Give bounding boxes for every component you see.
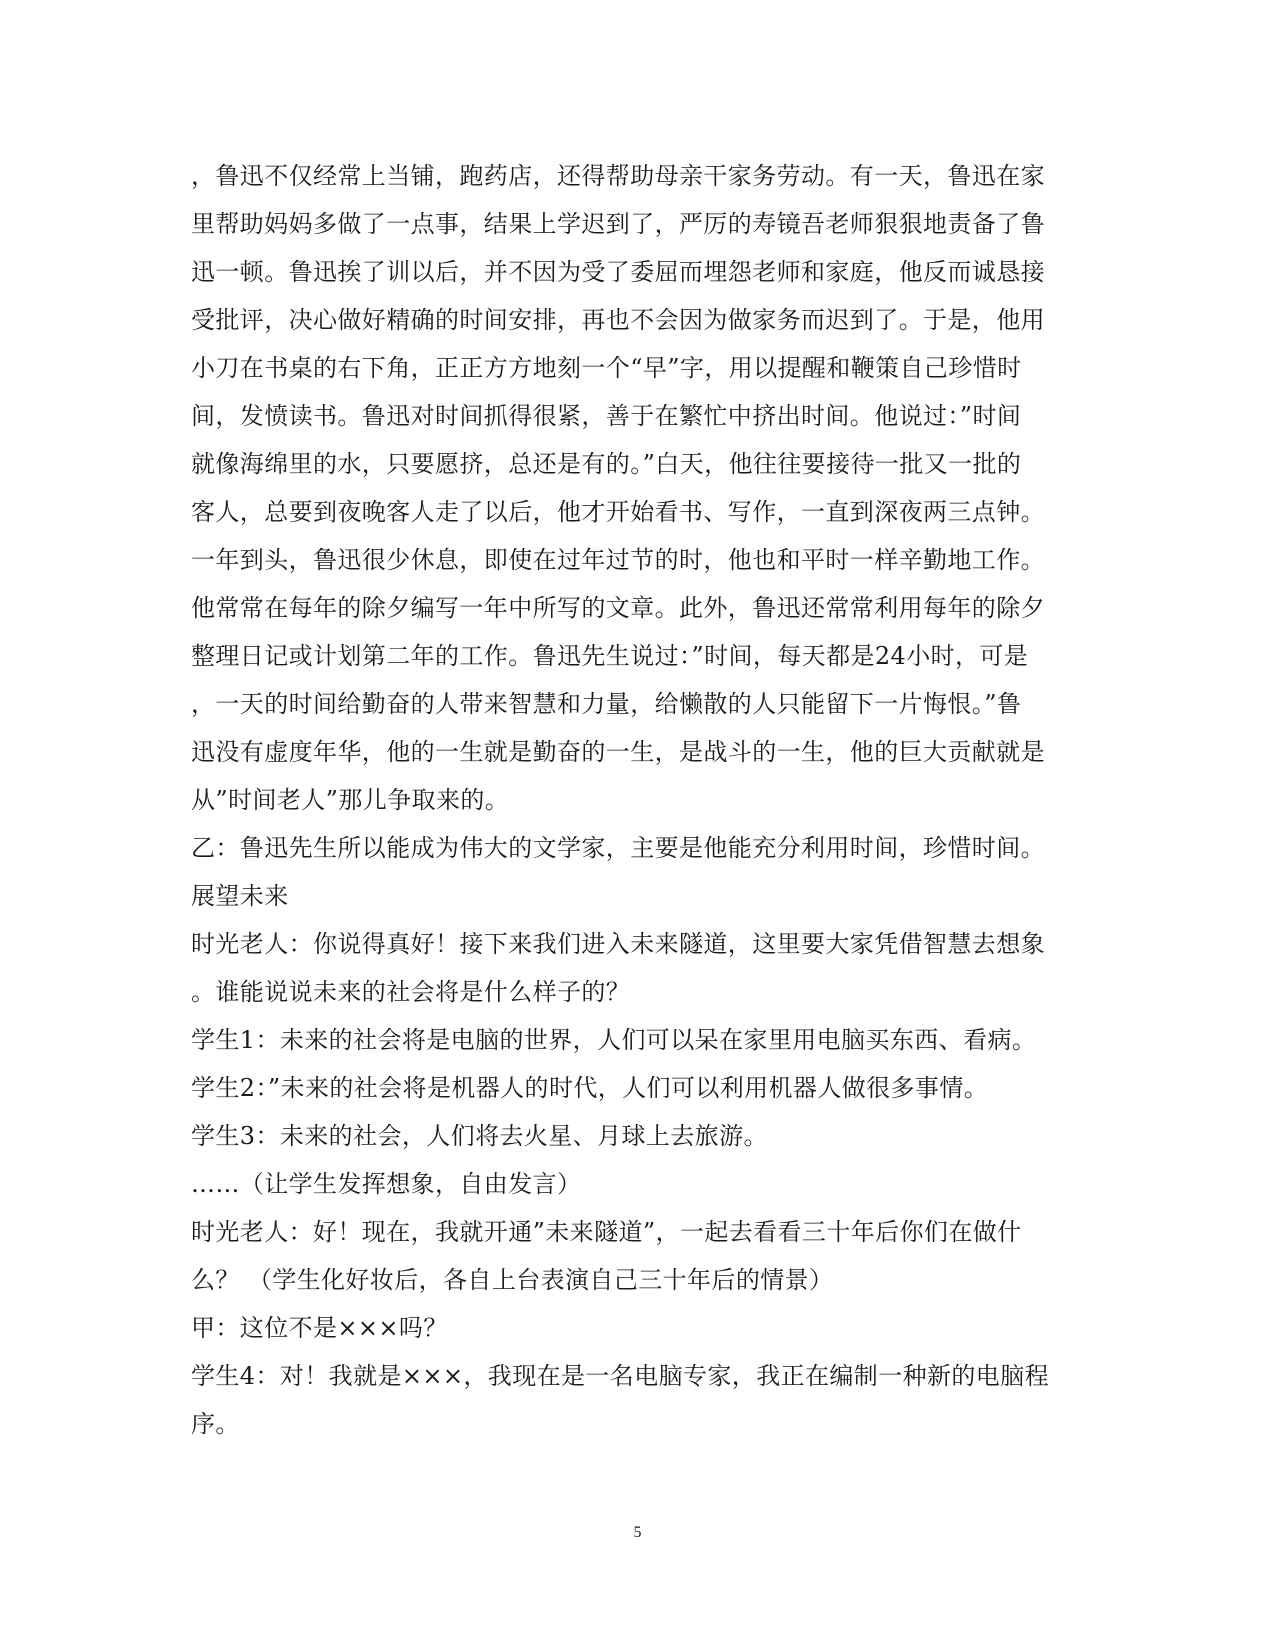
- text-line: 时光老人：好！现在，我就开通”未来隧道”，一起去看看三十年后你们在做什: [191, 1218, 1022, 1246]
- text-line: 么？ （学生化好妆后，各自上台表演自己三十年后的情景）: [191, 1266, 834, 1294]
- text-line: ……（让学生发挥想象，自由发言）: [191, 1170, 582, 1198]
- text-line: 间，发愤读书。鲁迅对时间抓得很紧，善于在繁忙中挤出时间。他说过：”时间: [191, 402, 1022, 430]
- text-line: 整理日记或计划第二年的工作。鲁迅先生说过：”时间，每天都是24小时，可是: [191, 642, 1029, 670]
- text-line: 学生1：未来的社会将是电脑的世界，人们可以呆在家里用电脑买东西、看病。: [191, 1026, 1037, 1054]
- text-line: 就像海绵里的水，只要愿挤，总还是有的。”白天，他往往要接待一批又一批的: [191, 450, 1022, 478]
- text-line: 学生3：未来的社会，人们将去火星、月球上去旅游。: [191, 1122, 768, 1150]
- text-line: 从”时间老人”那儿争取来的。: [191, 786, 510, 814]
- text-line: 学生4：对！我就是×××，我现在是一名电脑专家，我正在编制一种新的电脑程: [191, 1362, 1049, 1390]
- text-line: 学生2：”未来的社会将是机器人的时代，人们可以利用机器人做很多事情。: [191, 1074, 989, 1102]
- text-line: 里帮助妈妈多做了一点事，结果上学迟到了，严厉的寿镜吾老师狠狠地责备了鲁: [191, 210, 1045, 238]
- text-line: 。谁能说说未来的社会将是什么样子的？: [191, 978, 631, 1006]
- text-line: 小刀在书桌的右下角，正正方方地刻一个“早”字，用以提醒和鞭策自己珍惜时: [191, 354, 1022, 382]
- text-line: 乙：鲁迅先生所以能成为伟大的文学家，主要是他能充分利用时间，珍惜时间。: [191, 834, 1045, 862]
- page-number: 5: [633, 1524, 642, 1541]
- text-line: 序。: [191, 1410, 240, 1438]
- body-text: [191, 152, 1071, 1448]
- text-line: 迅一顿。鲁迅挨了训以后，并不因为受了委屈而埋怨老师和家庭，他反而诚恳接: [191, 258, 1045, 286]
- text-line: 迅没有虚度年华，他的一生就是勤奋的一生，是战斗的一生，他的巨大贡献就是: [191, 738, 1045, 766]
- text-line: 受批评，决心做好精确的时间安排，再也不会因为做家务而迟到了。于是，他用: [191, 306, 1045, 334]
- text-line: 客人，总要到夜晚客人走了以后，他才开始看书、写作，一直到深夜两三点钟。: [191, 498, 1045, 526]
- text-line: ，鲁迅不仅经常上当铺，跑药店，还得帮助母亲干家务劳动。有一天，鲁迅在家: [191, 162, 1045, 190]
- section-heading: 展望未来: [191, 882, 289, 910]
- text-line: 时光老人：你说得真好！接下来我们进入未来隧道，这里要大家凭借智慧去想象: [191, 930, 1045, 958]
- text-line: 一年到头，鲁迅很少休息，即使在过年过节的时，他也和平时一样辛勤地工作。: [191, 546, 1045, 574]
- text-line: 甲：这位不是×××吗？: [191, 1314, 448, 1342]
- text-line: ，一天的时间给勤奋的人带来智慧和力量，给懒散的人只能留下一片悔恨。”鲁: [191, 690, 1022, 718]
- text-line: 他常常在每年的除夕编写一年中所写的文章。此外，鲁迅还常常利用每年的除夕: [191, 594, 1045, 622]
